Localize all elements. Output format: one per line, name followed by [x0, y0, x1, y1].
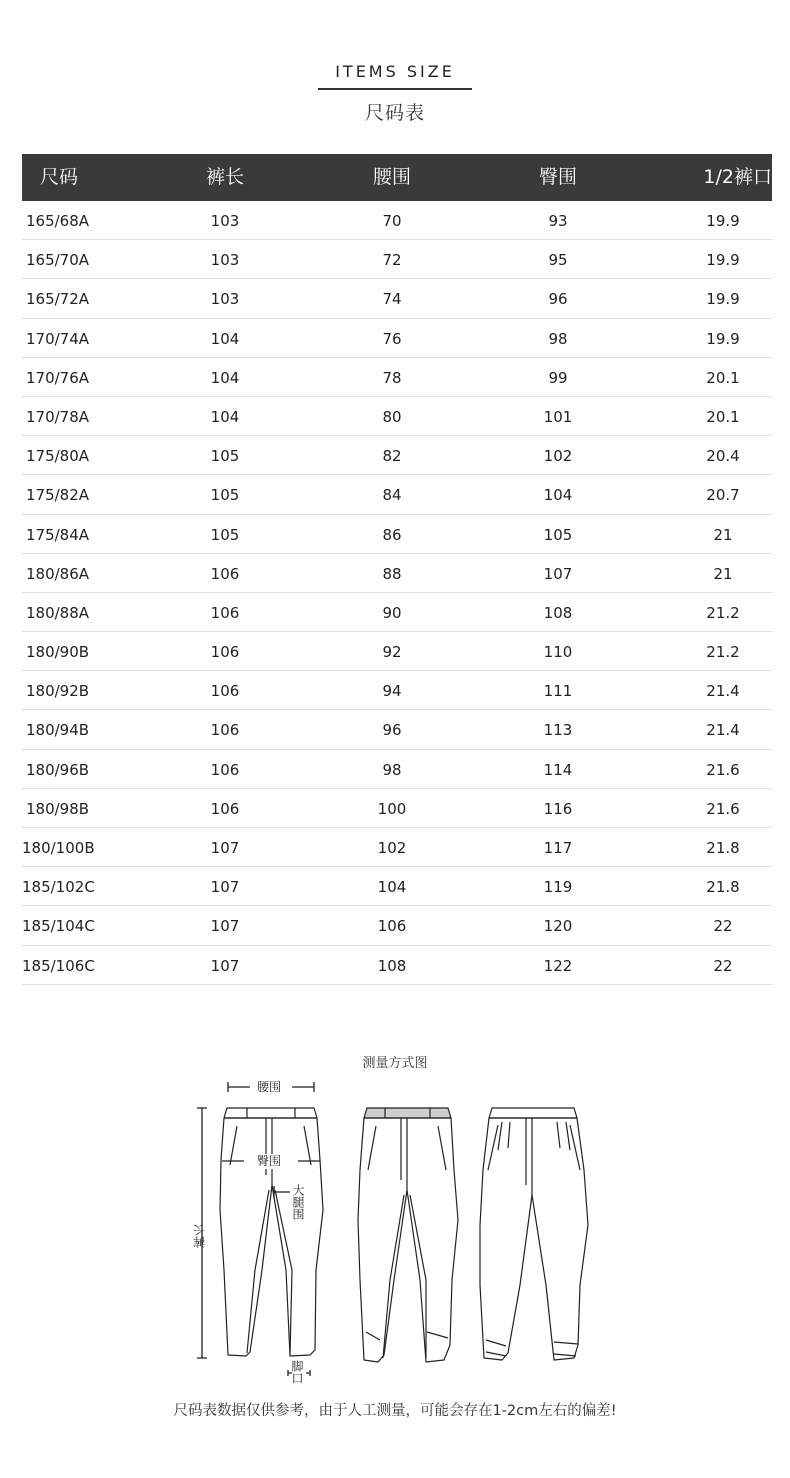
cell-hip: 101	[543, 407, 573, 426]
table-row	[22, 554, 772, 593]
cell-length: 107	[210, 839, 240, 857]
table-row	[22, 397, 772, 436]
cell-length: 107	[210, 878, 240, 897]
cell-hip: 96	[548, 290, 568, 309]
cell-waist: 90	[382, 603, 402, 622]
cell-waist: 96	[382, 721, 402, 740]
cell-size: 165/72A	[26, 290, 90, 309]
pants-front-icon	[220, 1108, 323, 1356]
table-row	[22, 358, 772, 397]
cell-half-hem: 21	[713, 525, 733, 544]
table-row	[22, 906, 772, 945]
table-row	[22, 632, 772, 671]
cell-hip: 114	[543, 760, 573, 779]
cell-hip: 116	[543, 799, 573, 818]
cell-half-hem: 21.6	[706, 799, 740, 818]
cell-length: 104	[210, 407, 240, 426]
cell-length: 105	[210, 447, 240, 466]
cell-size: 170/78A	[26, 407, 90, 426]
label-hem: 脚口	[290, 1360, 304, 1384]
cell-hip: 110	[543, 643, 573, 662]
cell-length: 106	[210, 799, 240, 818]
label-hip: 臀围	[257, 1154, 282, 1168]
cell-waist: 108	[377, 956, 407, 975]
cell-half-hem: 20.7	[706, 486, 740, 505]
cell-length: 104	[210, 368, 240, 387]
cell-size: 180/86A	[26, 564, 90, 583]
cell-hip: 99	[548, 368, 568, 387]
cell-half-hem: 21.2	[706, 643, 740, 662]
cell-waist: 98	[382, 760, 402, 779]
cell-size: 165/70A	[26, 251, 90, 270]
cell-half-hem: 19.9	[706, 290, 740, 309]
table-row	[22, 279, 772, 318]
cell-hip: 95	[548, 251, 568, 270]
cell-size: 175/84A	[26, 525, 90, 544]
cell-waist: 94	[382, 682, 402, 701]
cell-half-hem: 21.6	[706, 760, 740, 779]
table-row	[22, 789, 772, 828]
cell-size: 170/76A	[26, 368, 90, 387]
cell-length: 103	[210, 212, 240, 230]
col-length: 裤长	[205, 166, 244, 188]
label-thigh: 大腿围	[291, 1184, 305, 1220]
pants-pleated-icon	[480, 1108, 588, 1360]
table-row	[22, 515, 772, 554]
cell-half-hem: 21.4	[706, 682, 740, 701]
table-row	[22, 710, 772, 749]
label-length: 裤长	[193, 1224, 207, 1248]
cell-waist: 102	[377, 839, 407, 857]
cell-hip: 117	[543, 839, 573, 857]
cell-size: 180/96B	[26, 760, 90, 779]
cell-half-hem: 20.1	[706, 407, 740, 426]
table-row	[22, 867, 772, 906]
cell-hip: 111	[543, 682, 573, 701]
cell-size: 180/94B	[26, 721, 90, 740]
cell-length: 103	[210, 290, 240, 309]
cell-waist: 74	[382, 290, 402, 309]
diagram-title: 测量方式图	[362, 1056, 428, 1071]
table-row	[22, 828, 772, 867]
table-row	[22, 475, 772, 514]
cell-hip: 113	[543, 721, 573, 740]
cell-waist: 76	[382, 329, 402, 348]
cell-length: 103	[210, 251, 240, 270]
cell-hip: 98	[548, 329, 568, 348]
measurement-diagram	[180, 1070, 610, 1390]
cell-half-hem: 21.2	[706, 603, 740, 622]
cell-half-hem: 22	[713, 917, 733, 936]
cell-waist: 92	[382, 643, 402, 662]
title-divider	[318, 88, 472, 90]
cell-size: 170/74A	[26, 329, 90, 348]
cell-length: 107	[210, 956, 240, 975]
title-en: ITEMS SIZE	[335, 62, 455, 81]
table-row	[22, 750, 772, 789]
cell-waist: 72	[382, 251, 402, 270]
cell-hip: 108	[543, 603, 573, 622]
cell-length: 106	[210, 564, 240, 583]
cell-hip: 119	[543, 878, 573, 897]
cell-half-hem: 20.1	[706, 368, 740, 387]
table-body	[22, 201, 772, 985]
cell-hip: 104	[543, 486, 573, 505]
table-row	[22, 319, 772, 358]
cell-hip: 120	[543, 917, 573, 936]
cell-size: 175/82A	[26, 486, 90, 505]
cell-length: 106	[210, 643, 240, 662]
cell-waist: 84	[382, 486, 402, 505]
cell-size: 180/90B	[26, 643, 90, 662]
cell-waist: 100	[377, 799, 407, 818]
cell-half-hem: 20.4	[706, 447, 740, 466]
cell-hip: 107	[543, 564, 573, 583]
cell-waist: 80	[382, 407, 402, 426]
cell-half-hem: 21.4	[706, 721, 740, 740]
table-row	[22, 671, 772, 710]
cell-half-hem: 19.9	[706, 251, 740, 270]
table-header	[22, 154, 772, 201]
pants-front-shaded-icon	[358, 1108, 458, 1362]
col-hip: 臀围	[538, 166, 577, 188]
cell-half-hem: 22	[713, 956, 733, 975]
cell-waist: 86	[382, 525, 402, 544]
cell-waist: 70	[382, 212, 402, 230]
cell-length: 104	[210, 329, 240, 348]
cell-size: 180/92B	[26, 682, 90, 701]
cell-size: 180/98B	[26, 799, 90, 818]
cell-length: 106	[210, 760, 240, 779]
cell-length: 105	[210, 486, 240, 505]
col-size: 尺码	[40, 166, 79, 188]
cell-size: 175/80A	[26, 447, 90, 466]
cell-hip: 105	[543, 525, 573, 544]
cell-hip: 122	[543, 956, 573, 975]
table-row	[22, 240, 772, 279]
table-row	[22, 593, 772, 632]
cell-size: 180/100B	[22, 839, 95, 857]
title-cn: 尺码表	[364, 102, 425, 124]
cell-length: 106	[210, 682, 240, 701]
cell-size: 185/106C	[22, 956, 95, 975]
table-row	[22, 436, 772, 475]
cell-size: 185/102C	[22, 878, 95, 897]
label-waist: 腰围	[257, 1080, 282, 1094]
cell-length: 106	[210, 603, 240, 622]
cell-half-hem: 21	[713, 564, 733, 583]
cell-length: 107	[210, 917, 240, 936]
cell-length: 106	[210, 721, 240, 740]
cell-half-hem: 21.8	[706, 839, 740, 857]
cell-waist: 88	[382, 564, 402, 583]
cell-waist: 106	[377, 917, 407, 936]
cell-waist: 104	[377, 878, 407, 897]
col-waist: 腰围	[372, 166, 411, 188]
cell-size: 185/104C	[22, 917, 95, 936]
footnote: 尺码表数据仅供参考，由于人工测量，可能会存在1-2cm左右的偏差!	[173, 1403, 617, 1419]
table-row	[22, 946, 772, 985]
table-row	[22, 201, 772, 240]
cell-hip: 102	[543, 447, 573, 466]
cell-length: 105	[210, 525, 240, 544]
cell-size: 165/68A	[26, 212, 90, 230]
cell-waist: 82	[382, 447, 402, 466]
cell-half-hem: 19.9	[706, 329, 740, 348]
cell-half-hem: 19.9	[706, 212, 740, 230]
col-half-hem: 1/2裤口	[703, 166, 772, 188]
size-table	[22, 154, 772, 985]
cell-half-hem: 21.8	[706, 878, 740, 897]
cell-hip: 93	[548, 212, 568, 230]
cell-size: 180/88A	[26, 603, 90, 622]
cell-waist: 78	[382, 368, 402, 387]
